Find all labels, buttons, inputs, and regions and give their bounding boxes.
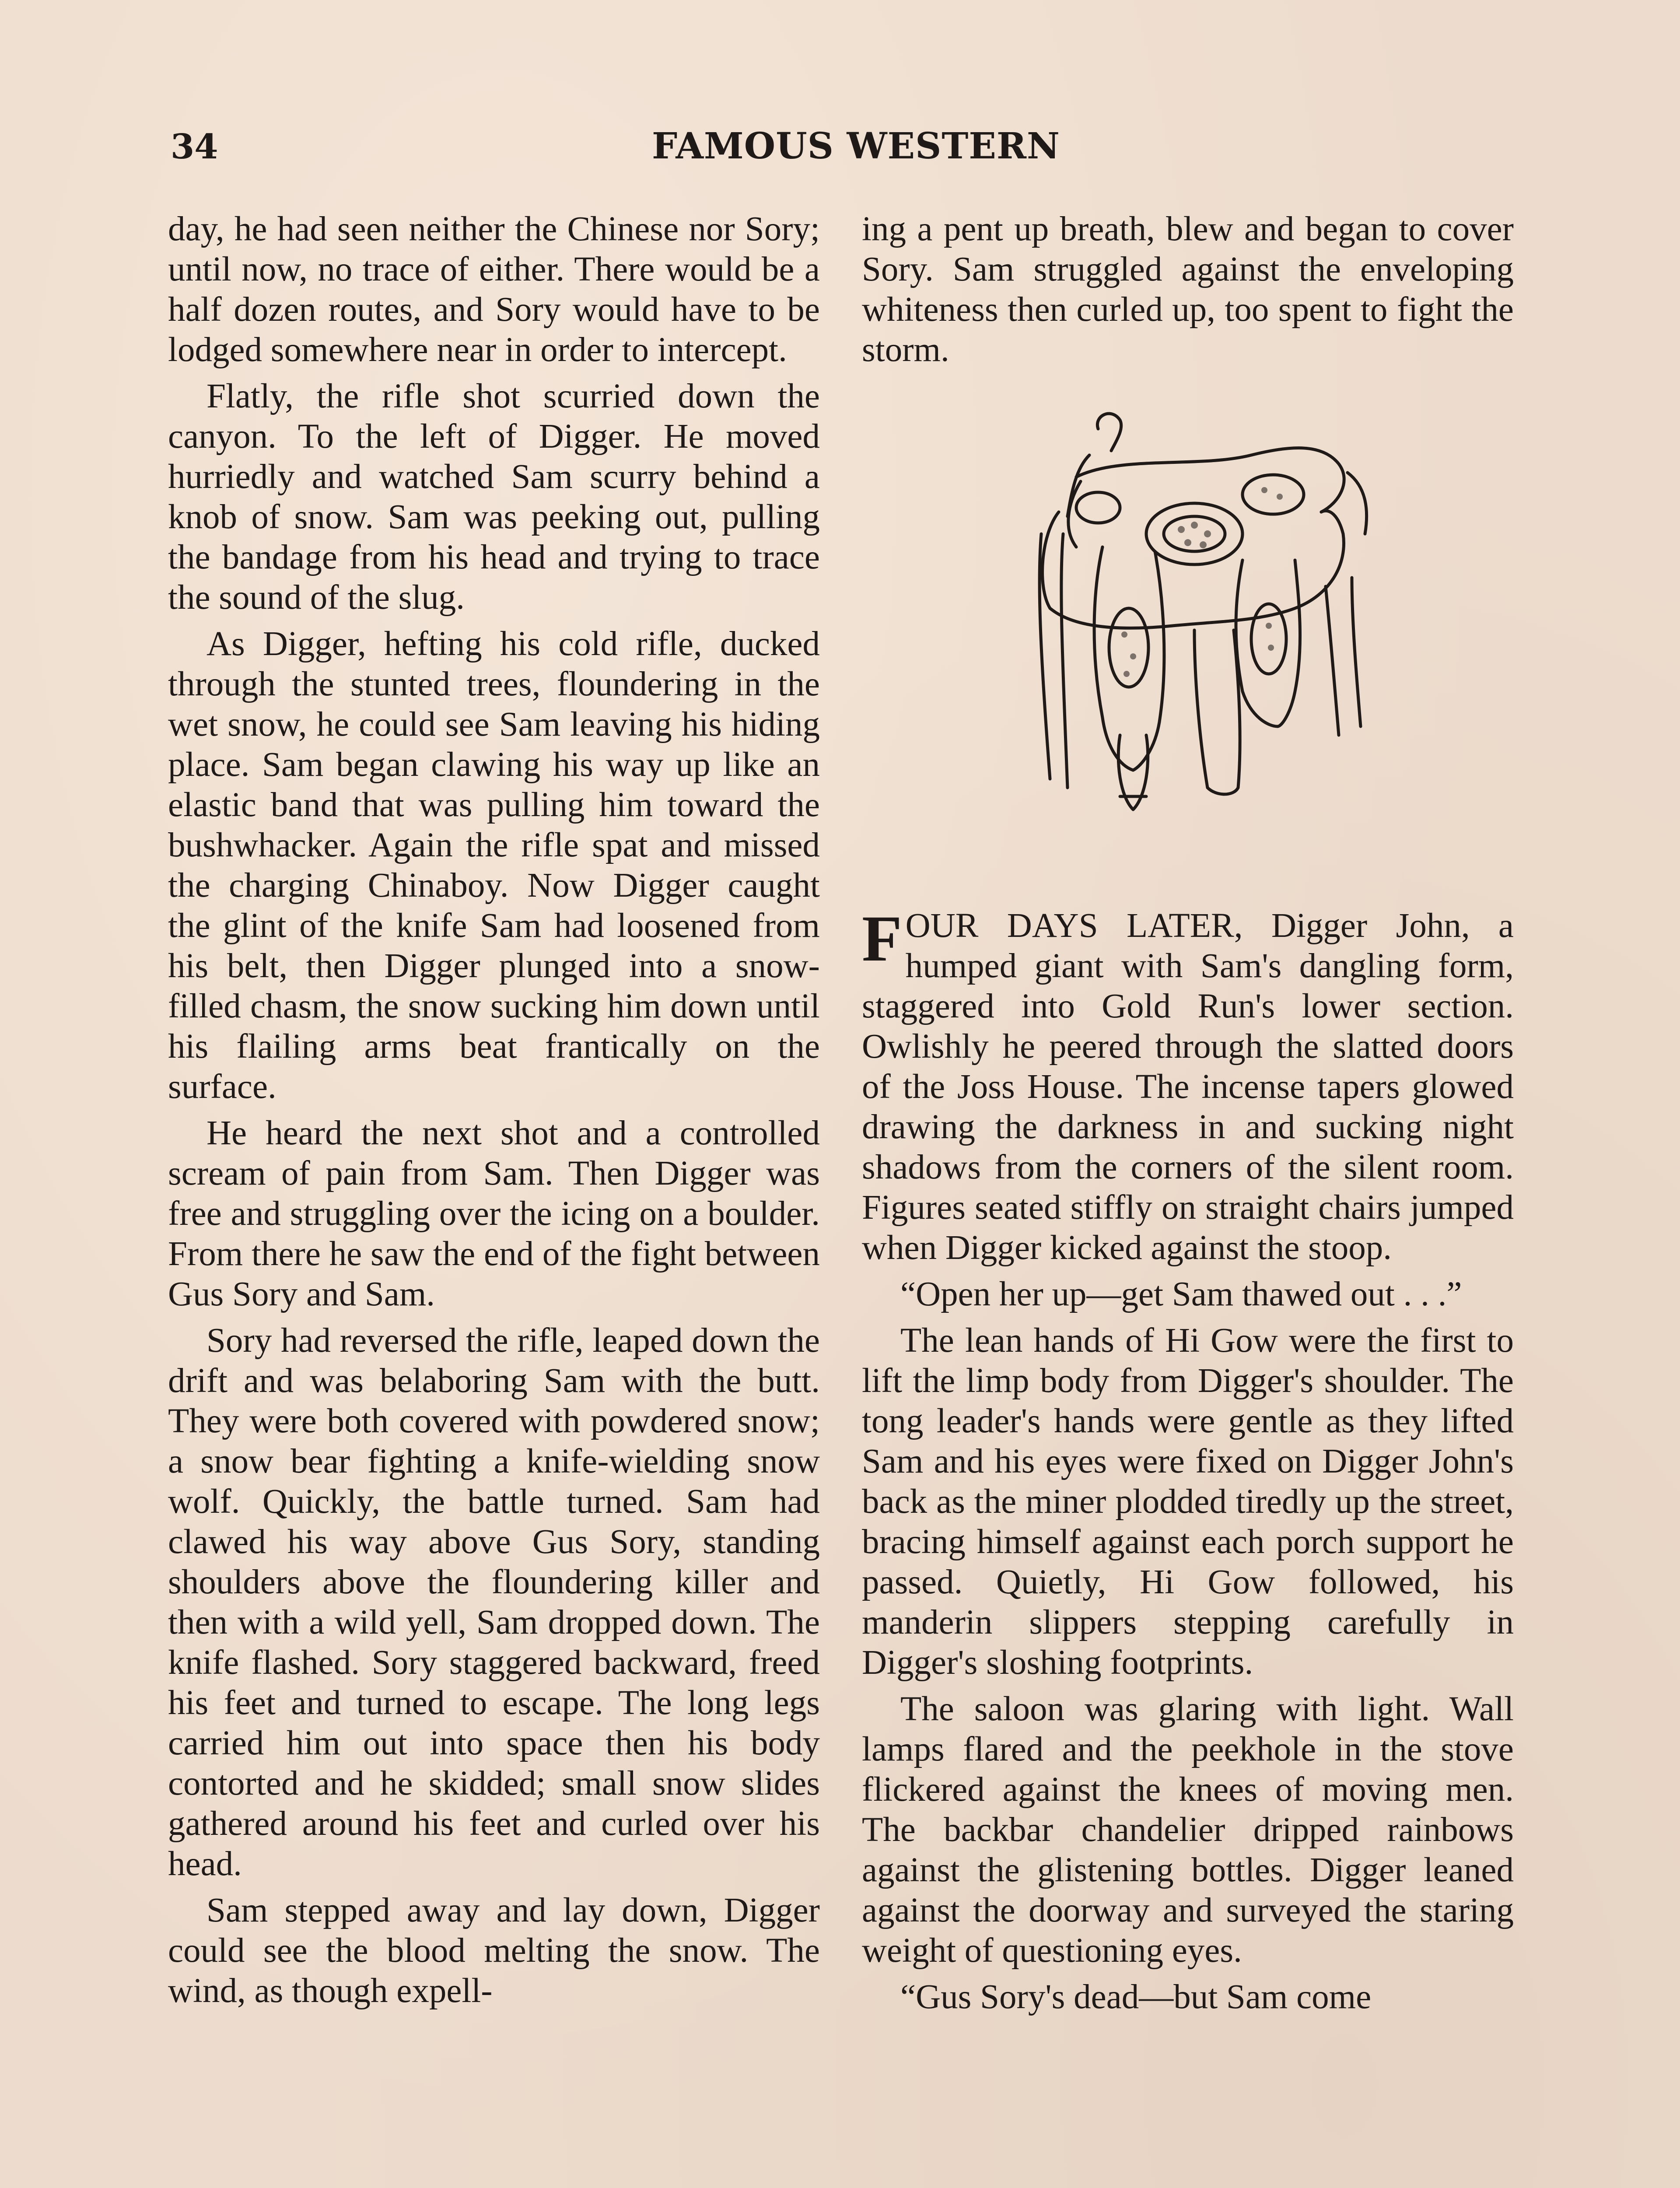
right-column-top	[862, 209, 1514, 376]
right-column-bottom	[862, 902, 1514, 2023]
saddle-icon	[989, 403, 1409, 831]
paragraph: “Gus Sory's dead—but Sam come	[900, 1978, 1372, 2016]
paragraph: The lean hands of Hi Gow were the first to lift the limp body from Digger's shoulder. The tong leader's hands were gentle as they lifted Sam and his eyes were fixed on Digger John's back as the miner plodded tiredly up the street, bracing himself against each porch support he passed. Quietly, Hi Gow followed, his manderin slippers stepping carefully in Digger's sloshing footprints.	[862, 1322, 1514, 1682]
page-number: 34	[171, 127, 218, 167]
section-lead-paragraph	[862, 902, 1514, 1268]
paragraph: ing a pent up breath, blew and began to cover Sory. Sam struggled against the enveloping whiteness then curled up, too spent to fight the storm.	[862, 210, 1514, 369]
section-lead-text: OUR DAYS LATER, Digger John, a humped giant with Sam's dangling form, staggered into Gold Run's lower section. Owlishly he peered through the slatted doors of the Joss House. The incense tapers glowed drawing the darkness in and sucking night shadows from the corners of the silent room. Figures seated stiffly on straight chairs jumped when Digger kicked against the stoop.	[862, 907, 1514, 1267]
left-column	[168, 209, 820, 2017]
magazine-title: FAMOUS WESTERN	[652, 125, 1060, 167]
paragraph: He heard the next shot and a controlled scream of pain from Sam. Then Digger was free and struggling over the icing on a boulder. From there he saw the end of the fight between Gus Sory and Sam.	[168, 1114, 820, 1313]
paragraph: The saloon was glaring with light. Wall lamps flared and the peekhole in the stove flickered against the knees of moving men. The backbar chandelier dripped rainbows against the glistening bottles. Digger leaned against the doorway and surveyed the staring weight of questioning eyes.	[862, 1690, 1514, 1970]
paragraph: “Open her up—get Sam thawed out . . .”	[900, 1275, 1462, 1313]
paragraph: Flatly, the rifle shot scurried down the canyon. To the left of Digger. He moved hurriedly and watched Sam scurry behind a knob of snow. Sam was peeking out, pulling the bandage from his head and trying to trace the sound of the slug.	[168, 377, 820, 617]
paragraph: Sam stepped away and lay down, Digger could see the blood melting the snow. The wind, as though expell-	[168, 1891, 820, 2010]
drop-cap: F	[862, 902, 902, 975]
paragraph: day, he had seen neither the Chinese nor Sory; until now, no trace of either. There would be a half dozen routes, and Sory would have to be lodged somewhere near in order to intercept.	[168, 210, 820, 369]
saddle-illustration	[989, 403, 1409, 831]
paragraph: Sory had reversed the rifle, leaped down the drift and was belaboring Sam with the butt. They were both covered with powdered snow; a snow bear fighting a knife-wielding snow wolf. Quickly, the battle turned. Sam had clawed his way above Gus Sory, standing shoulders above the floundering killer and then with a wild yell, Sam dropped down. The knife flashed. Sory staggered backward, freed his feet and turned to escape. The long legs carried him out into space then his body contorted and he skidded; small snow slides gathered around his feet and curled over his head.	[168, 1322, 820, 1883]
paragraph: As Digger, hefting his cold rifle, ducked through the stunted trees, floundering in the wet snow, he could see Sam leaving his hiding place. Sam began clawing his way up like an elastic band that was pulling him toward the bushwhacker. Again the rifle spat and missed the charging Chinaboy. Now Digger caught the glint of the knife Sam had loosened from his belt, then Digger plunged into a snow-filled chasm, the snow sucking him down until his flailing arms beat frantically on the surface.	[168, 625, 820, 1106]
